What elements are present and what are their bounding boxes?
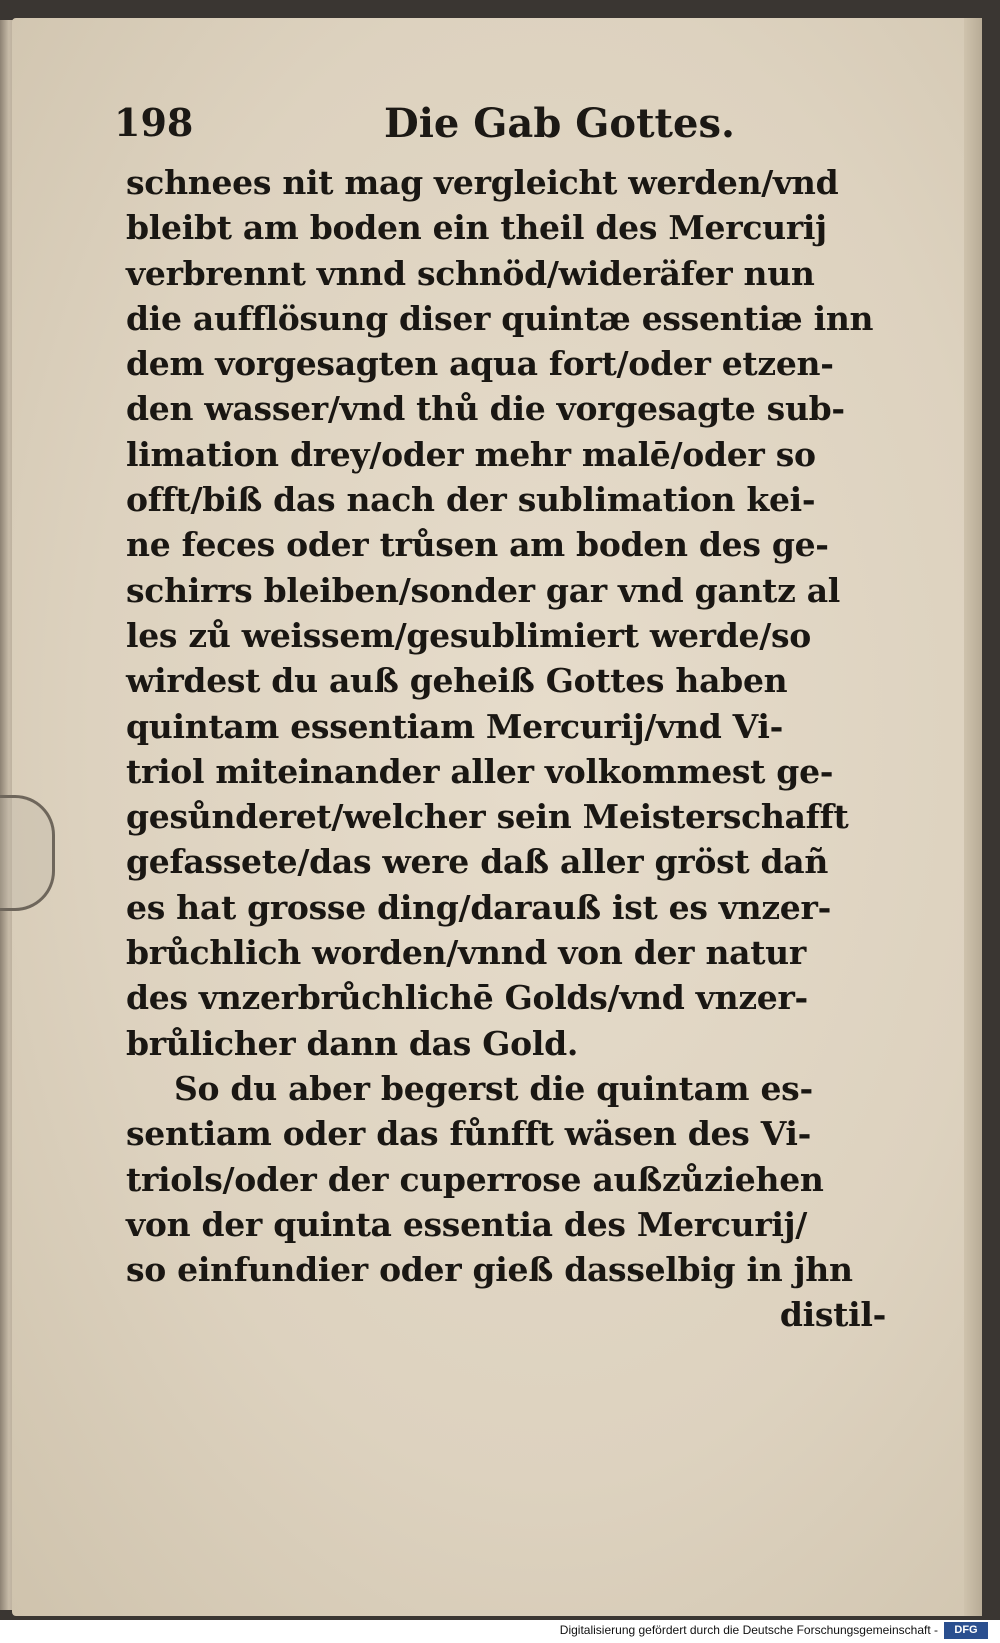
text-line: die aufflösung diser quintæ essentiæ inn [126,298,874,338]
text-line: quintam essentiam Mercurij/vnd Vi- [126,706,784,746]
text-line: brůchlich worden/vnnd von der natur [126,933,806,973]
text-line: brůlicher dann das Gold. [126,1023,579,1063]
text-line: limation drey/oder mehr malē/oder so [126,434,816,474]
body-text [126,160,906,1338]
text-line: des vnzerbrůchlichē Golds/vnd vnzer- [126,978,808,1018]
text-line: wirdest du auß geheiß Gottes haben [126,661,788,701]
text-line: gesůnderet/welcher sein Meisterschafft [126,797,849,837]
text-line: bleibt am boden ein theil des Mercurij [126,208,827,248]
digitization-footer [0,1620,1000,1643]
text-line: triol miteinander aller volkommest ge- [126,751,834,791]
text-line: von der quinta essentia des Mercurij/ [126,1204,808,1244]
running-title: Die Gab Gottes. [384,100,735,147]
dfg-logo: DFG [944,1622,988,1639]
book-clasp [0,795,55,911]
text-line: les zů weissem/gesublimiert werde/so [126,615,811,655]
text-line: ne feces oder trůsen am boden des ge- [126,525,829,565]
text-line: sentiam oder das fůnfft wäsen des Vi- [126,1114,812,1154]
page-header [114,100,914,160]
text-line: gefassete/das were daß aller gröst dañ [126,842,829,882]
text-line: verbrennt vnnd schnöd/wideräfer nun [126,253,815,293]
text-line: schirrs bleiben/sonder gar vnd gantz al [126,570,841,610]
text-line: dem vorgesagten aqua fort/oder etzen- [126,344,834,384]
catchword: distil- [779,1295,886,1335]
page-edge [964,18,982,1616]
text-line: triols/oder der cuperrose außzůziehen [126,1159,824,1199]
text-line: es hat grosse ding/darauß ist es vnzer- [126,887,831,927]
paragraph-start-line: So du aber begerst die quintam es- [174,1068,813,1108]
text-line: den wasser/vnd thů die vorgesagte sub- [126,389,845,429]
text-line: offt/biß das nach der sublimation kei- [126,480,816,520]
text-line: so einfundier oder gieß dasselbig in jhn [126,1250,853,1290]
funding-credit: Digitalisierung gefördert durch die Deutsche Forschungsgemeinschaft - [559,1623,938,1637]
text-line: schnees nit mag vergleicht werden/vnd [126,163,839,202]
page-number: 198 [114,100,194,145]
